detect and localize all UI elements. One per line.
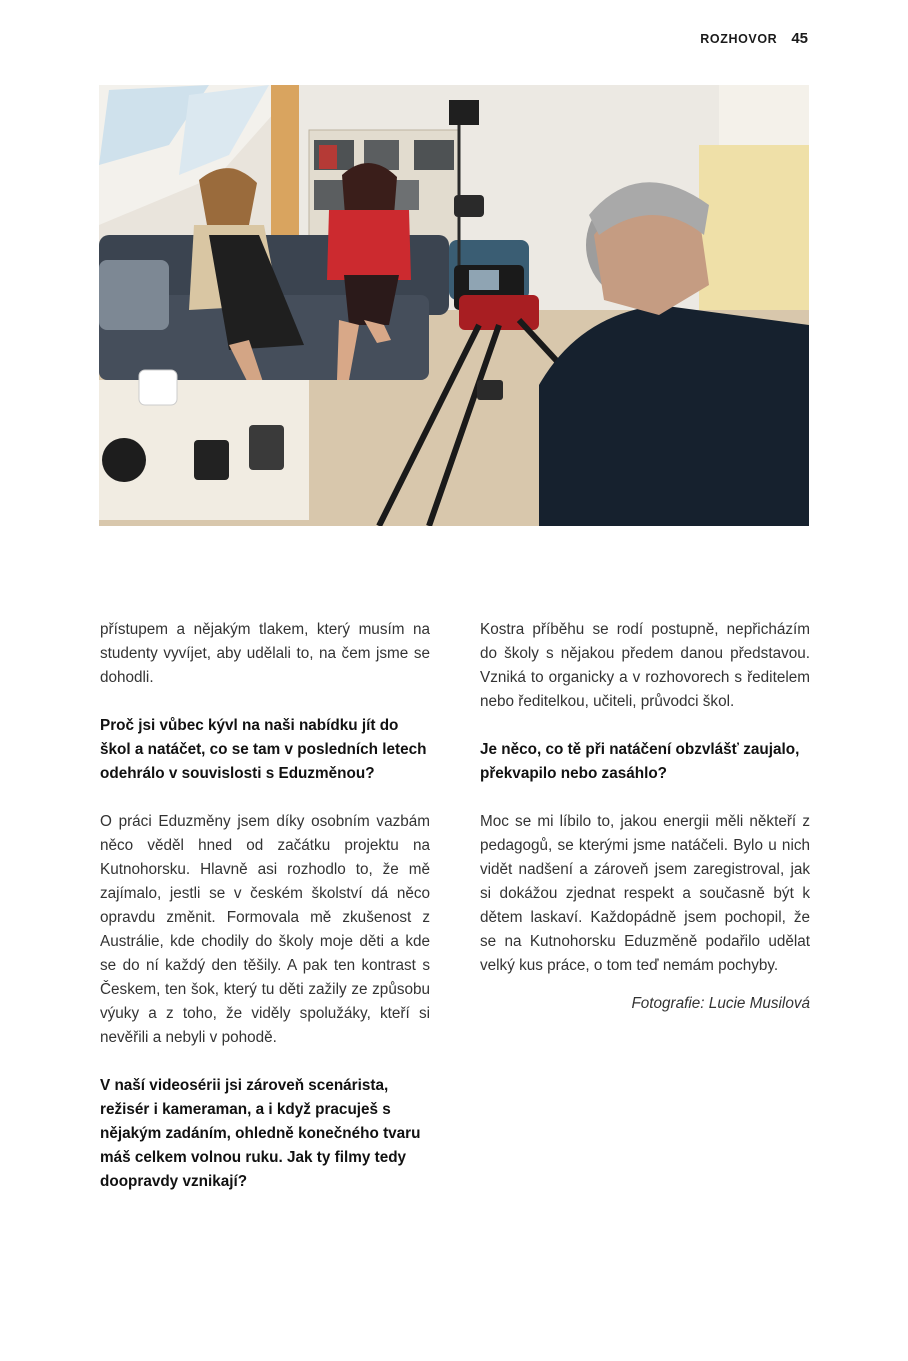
interview-question: Je něco, co tě při natáčení obzvlášť zaujalo, překvapilo nebo zasáhlo? — [480, 741, 800, 782]
paragraph: Moc se mi líbilo to, jakou energii měli někteří z pedagogů, se kterými jsme natáčeli. Bylo u nich vidět nadšení a zároveň jsem zaregistroval, jak si dokážou zjednat respekt a současně být k dětem laskaví. Každopádně jsem pochopil, že se na Kutnohorsku Eduzměně podařilo udělat velký kus práce, o tom teď nemám pochyby. — [480, 813, 810, 974]
section-label: ROZHOVOR — [700, 32, 778, 46]
left-column — [100, 618, 430, 1194]
right-column — [480, 618, 810, 1016]
paragraph: přístupem a nějakým tlakem, který musím na studenty vyvíjet, aby udělali to, na čem jsme se dohodli. — [100, 621, 430, 686]
interview-photo — [99, 85, 809, 526]
interview-question: Proč jsi vůbec kývl na naši nabídku jít do škol a natáčet, co se tam v posledních letech odehrálo v souvislosti s Eduzměnou? — [100, 717, 427, 782]
paragraph: Kostra příběhu se rodí postupně, nepřicházím do školy s nějakou předem danou představou. Vzniká to organicky a v rozhovorech s ředitelem nebo ředitelkou, učiteli, průvodci škol. — [480, 621, 810, 710]
paragraph: O práci Eduzměny jsem díky osobním vazbám něco věděl hned od začátku projektu na Kutnohorsku. Hlavně asi rozhodlo to, že mě zajímalo, jestli se v českém školství dá něco opravdu změnit. Formovala mě zkušenost z Austrálie, kde chodily do školy moje děti a kde se do ní každý den těšily. A pak ten kontrast s Českem, ten šok, který tu děti zažily ze způsobu výuky a z toho, že viděly spolužáky, kteří si nevěřili a nebyli v pohodě. — [100, 813, 430, 1046]
interview-question: V naší videosérii jsi zároveň scenárista, režisér i kameraman, a i když pracuješ s nějakým zadáním, ohledně konečného tvaru máš celkem volnou ruku. Jak ty filmy tedy doopravdy vznikají? — [100, 1077, 421, 1190]
page-number: 45 — [791, 30, 808, 47]
page-header — [700, 30, 808, 47]
photo-credit: Fotografie: Lucie Musilová — [631, 995, 810, 1012]
